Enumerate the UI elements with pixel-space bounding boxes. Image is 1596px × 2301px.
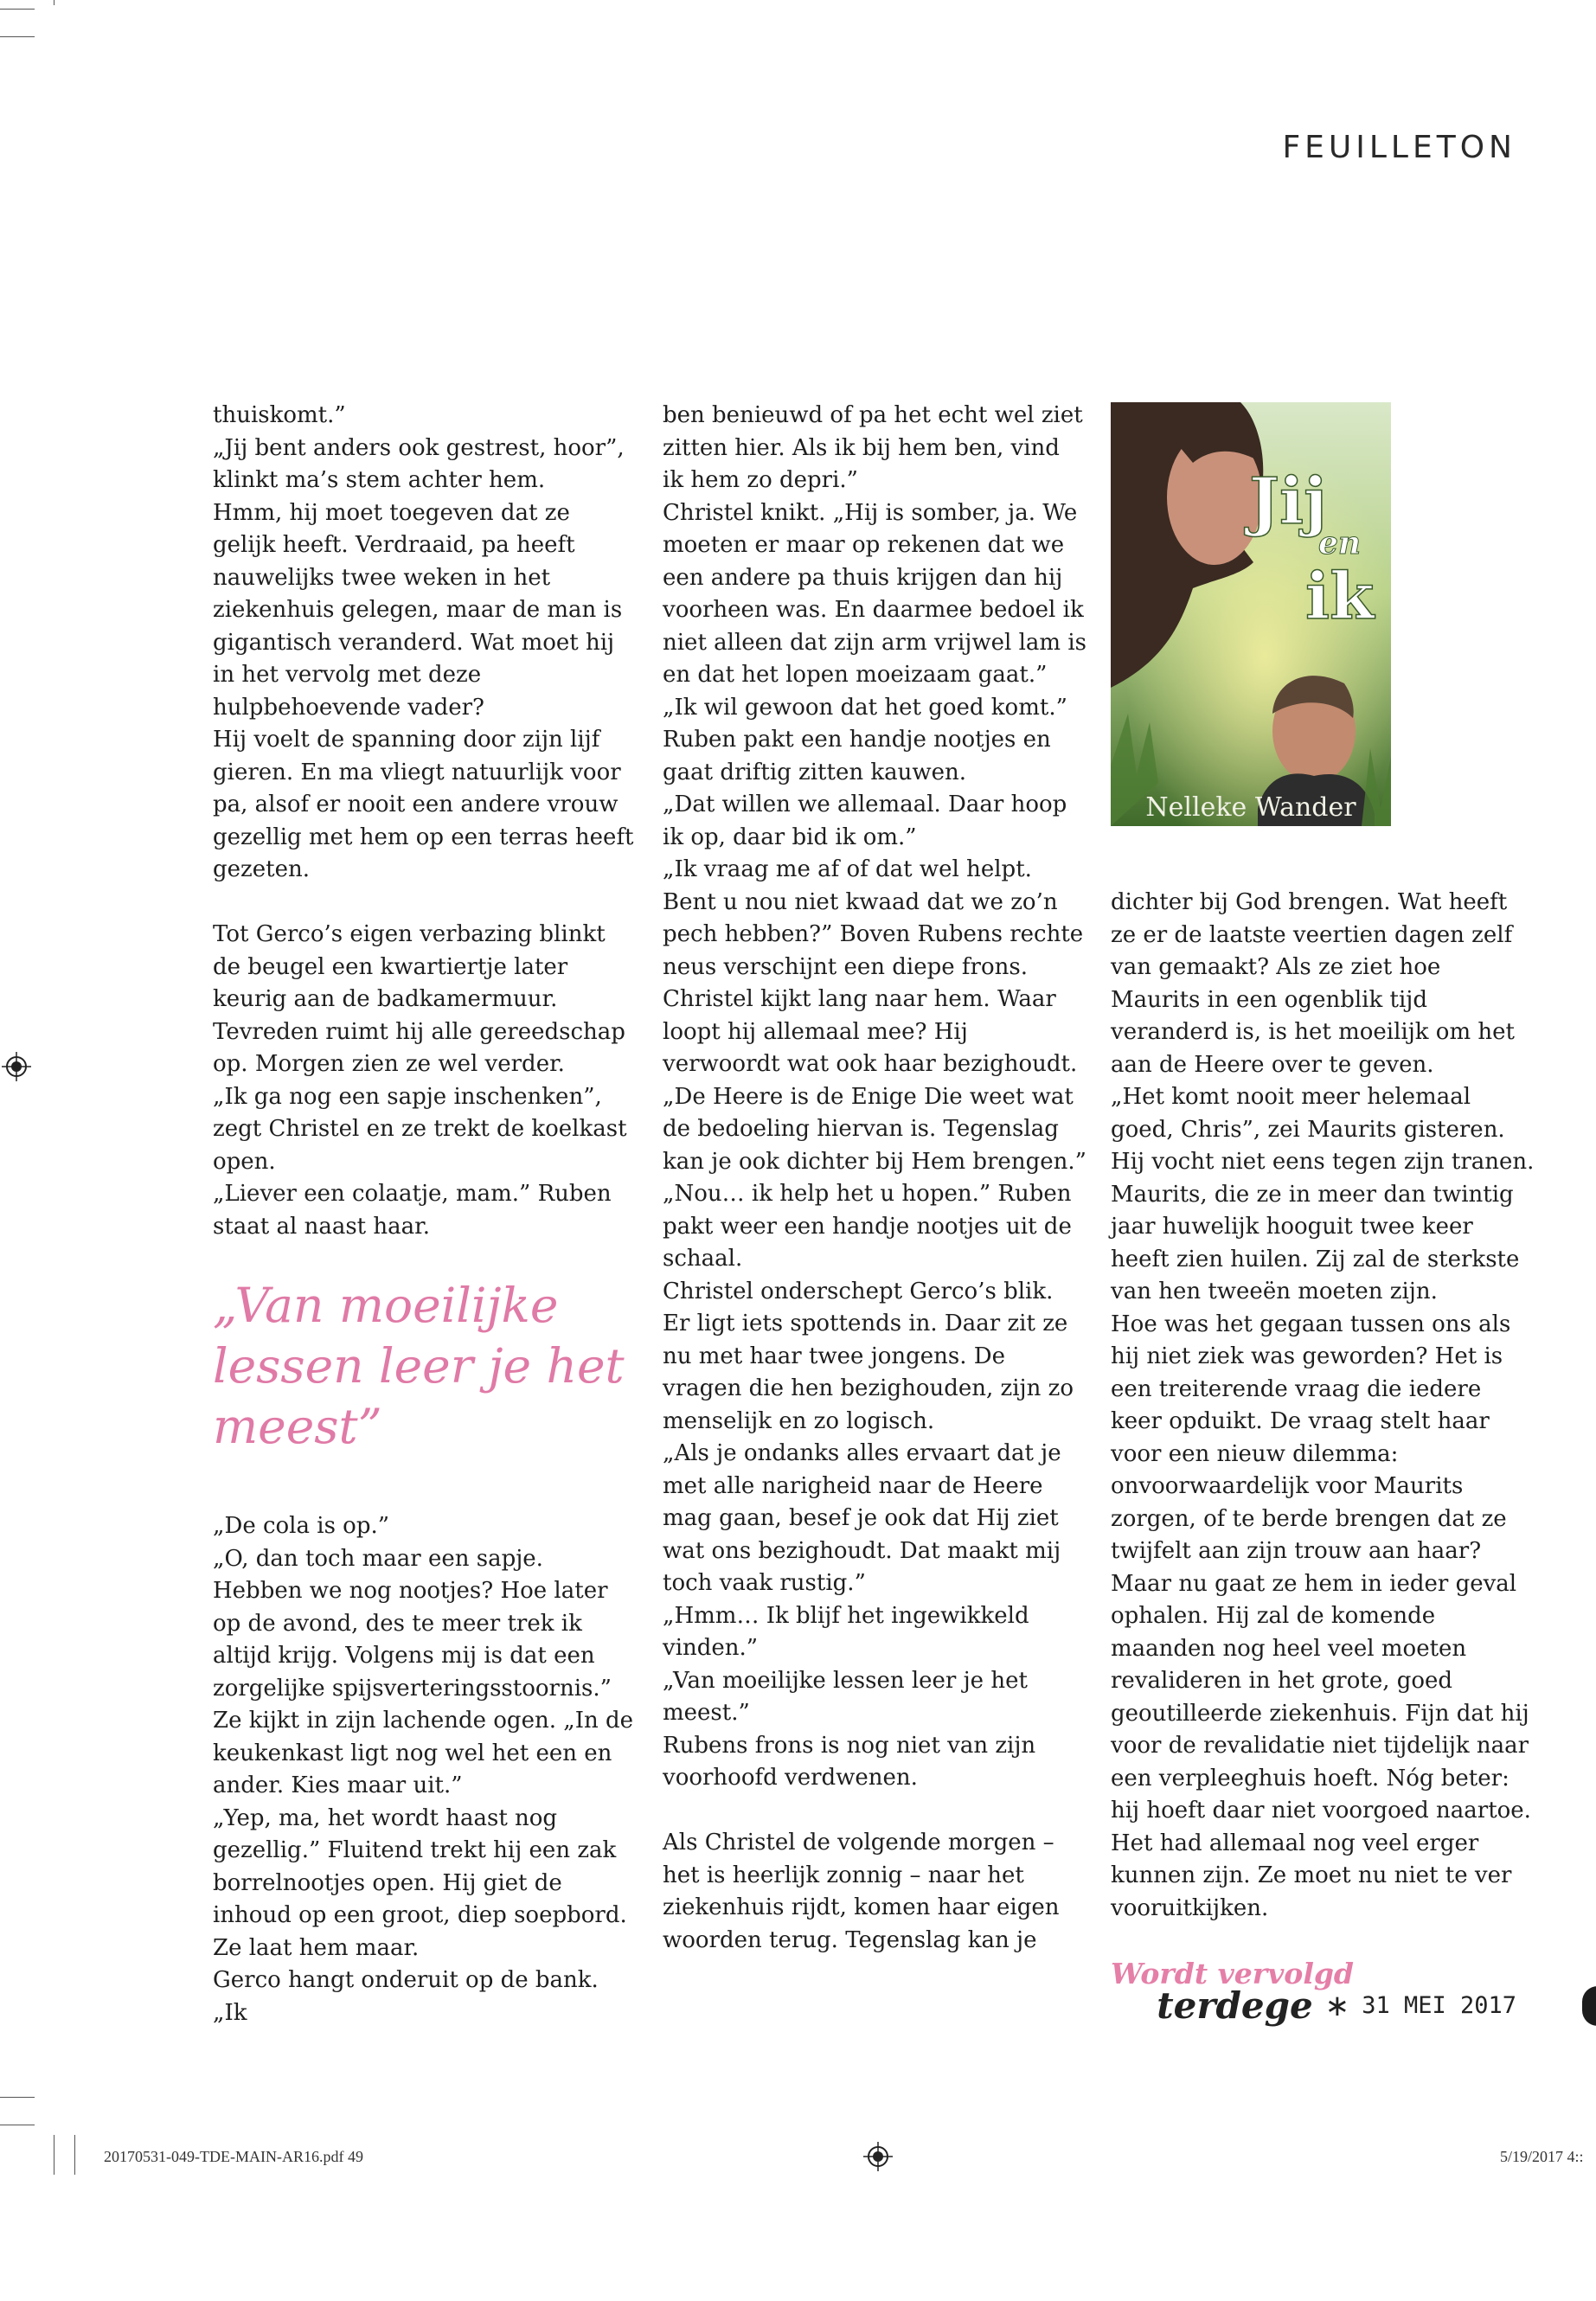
paragraph: „Dat willen we allemaal. Daar hoop ik op, daar bid ik om.” [663,792,1067,850]
crop-mark [74,2135,75,2175]
paragraph: Hij voelt de spanning door zijn lijf gieren. En ma vliegt natuurlijk voor pa, alsof er nooit een andere vrouw gezellig met hem op een terras heeft gezeten. [213,727,634,882]
paragraph: Ze kijkt in zijn lachende ogen. „In de keukenkast ligt nog wel het een en ander. Kies maar uit.” [213,1708,634,1798]
cover-title: ik [1305,560,1375,634]
paragraph: Hmm, hij moet toegeven dat ze gelijk heeft. Verdraaid, pa heeft nauwelijks twee weken in het ziekenhuis gelegen, maar de man is gigantisch veranderd. Wat moet hij in het vervolg met deze hulpbehoevende vader? [213,499,623,721]
paragraph: „Yep, ma, het wordt haast nog gezellig.” Fluitend trekt hij een zak borrelnootjes open. Hij giet de inhoud op een groot, diep soepbord. Ze laat hem maar. [213,1804,627,1961]
crop-mark [0,36,35,37]
footer-brand [1157,1984,1516,2027]
paragraph: „Jij bent anders ook gestrest, hoor”, klinkt ma’s stem achter hem. [213,434,625,493]
cover-title: en [1318,525,1362,561]
registration-mark-icon [863,2142,893,2171]
article-column-1 [213,400,637,2029]
brand-logo: terdege [1157,1984,1313,2027]
paragraph: „Nou… ik help het u hopen.” Ruben pakt weer een handje nootjes uit de schaal. [663,1181,1072,1272]
paragraph: Gerco hangt onderuit op de bank. „Ik [213,1967,599,2026]
paragraph: „Liever een colaatje, mam.” Ruben staat al naast haar. [213,1181,612,1240]
paragraph: Tot Gerco’s eigen verbazing blinkt de beugel een kwartiertje later keurig aan de badkamermuur. Tevreden ruimt hij alle gereedschap op. Morgen zien ze wel verder. [213,921,625,1077]
paragraph: Christel onderschept Gerco’s blik. Er ligt iets spottends in. Daar zit ze nu met haar twee jongens. De vragen die hen bezighouden, zijn zo menselijk en zo logisch. [663,1278,1074,1434]
print-slug-file: 20170531-049-TDE-MAIN-AR16.pdf 49 [104,2148,363,2165]
continued-label: Wordt vervolgd [1111,1957,1354,1990]
article-column-2 [663,400,1086,1957]
paragraph: „Ik wil gewoon dat het goed komt.” Ruben pakt een handje nootjes en gaat driftig zitten kauwen. [663,694,1067,785]
paragraph: „Ik vraag me af of dat wel helpt. Bent u nou niet kwaad dat we zo’n pech hebben?” Boven Rubens rechte neus verschijnt een diepe frons. [663,856,1084,980]
cover-author: Nelleke Wander [1145,792,1356,823]
article-column-3 [1111,887,1535,1990]
crop-mark [0,9,35,10]
paragraph: „Van moeilijke lessen leer je het meest.” [663,1667,1028,1726]
paragraph: Christel knikt. „Hij is somber, ja. We moeten er maar op rekenen dat we een andere pa thuis krijgen dan hij voorheen was. En daarmee bedoel ik niet alleen dat zijn arm vrijwel lam is en dat het lopen moeizaam gaat.” [663,499,1086,688]
paragraph: Maar nu gaat ze hem in ieder geval ophalen. Hij zal de komende maanden nog heel veel moeten revalideren in het grote, goed geoutilleerde ziekenhuis. Fijn dat hij voor de revalidatie niet tijdelijk naar een verpleeghuis hoeft. Nóg beter: hij hoeft daar niet voorgoed naartoe. Het had allemaal nog veel erger kunnen zijn. Ze moet nu niet te ver vooruitkijken. [1111,1570,1531,1921]
book-cover-image [1111,402,1391,826]
registration-mark-icon [2,1052,31,1081]
paragraph: thuiskomt.” [213,402,346,428]
crop-mark [0,2097,35,2098]
paragraph: „De cola is op.” [213,1513,390,1539]
paragraph: ben benieuwd of pa het echt wel ziet zitten hier. Als ik bij hem ben, vind ik hem zo depri.” [663,402,1083,493]
page-number-tab [1582,1986,1596,2026]
paragraph: „Hmm… Ik blijf het ingewikkeld vinden.” [663,1602,1029,1661]
paragraph: Als Christel de volgende morgen – het is heerlijk zonnig – naar het ziekenhuis rijdt, komen haar eigen woorden terug. Tegenslag kan je [663,1830,1060,1953]
paragraph: Hoe was het gegaan tussen ons als hij niet ziek was geworden? Het is een treiterende vraag die iedere keer opduikt. De vraag stelt haar voor een nieuw dilemma: onvoorwaardelijk voor Maurits zorgen, of te berde brengen dat ze twijfelt aan zijn trouw aan haar? [1111,1311,1511,1564]
paragraph: „Ik ga nog een sapje inschenken”, zegt Christel en ze trekt de koelkast open. [213,1083,627,1175]
section-label: FEUILLETON [1282,130,1516,165]
paragraph: „Als je ondanks alles ervaart dat je met alle narigheid naar de Heere mag gaan, besef je ook dat Hij ziet wat ons bezighoudt. Dat maakt mij toch vaak rustig.” [663,1440,1061,1596]
print-slug-date: 5/19/2017 4:: [1500,2148,1584,2165]
paragraph: „O, dan toch maar een sapje. Hebben we nog nootjes? Hoe later op de avond, des te meer trek ik altijd krijg. Volgens mij is dat een zorgelijke spijsverteringsstoornis.” [213,1545,612,1702]
pull-quote: „Van moeilijke lessen leer je het meest” [213,1278,625,1454]
cover-title: Jij [1249,465,1327,539]
paragraph: Christel kijkt lang naar hem. Waar loopt hij allemaal mee? Hij verwoordt wat ook haar bezighoudt. „De Heere is de Enige Die weet wat de bedoeling hiervan is. Tegenslag kan je ook dichter bij Hem brengen.” [663,986,1086,1175]
star-icon: ∗ [1324,1988,1350,2023]
issue-date: 31 MEI 2017 [1362,1992,1516,2019]
paragraph: dichter bij God brengen. Wat heeft ze er de laatste veertien dagen zelf van gemaakt? Als ze ziet hoe Maurits in een ogenblik tijd veranderd is, is het moeilijk om het aan de Heere over te geven. [1111,889,1515,1078]
paragraph: „Het komt nooit meer helemaal goed, Chris”, zei Maurits gisteren. Hij vocht niet eens tegen zijn tranen. Maurits, die ze in meer dan twintig jaar huwelijk hooguit twee keer heeft zien huilen. Zij zal de sterkste van hen tweeën moeten zijn. [1111,1084,1535,1304]
paragraph: Rubens frons is nog niet van zijn voorhoofd verdwenen. [663,1732,1036,1791]
